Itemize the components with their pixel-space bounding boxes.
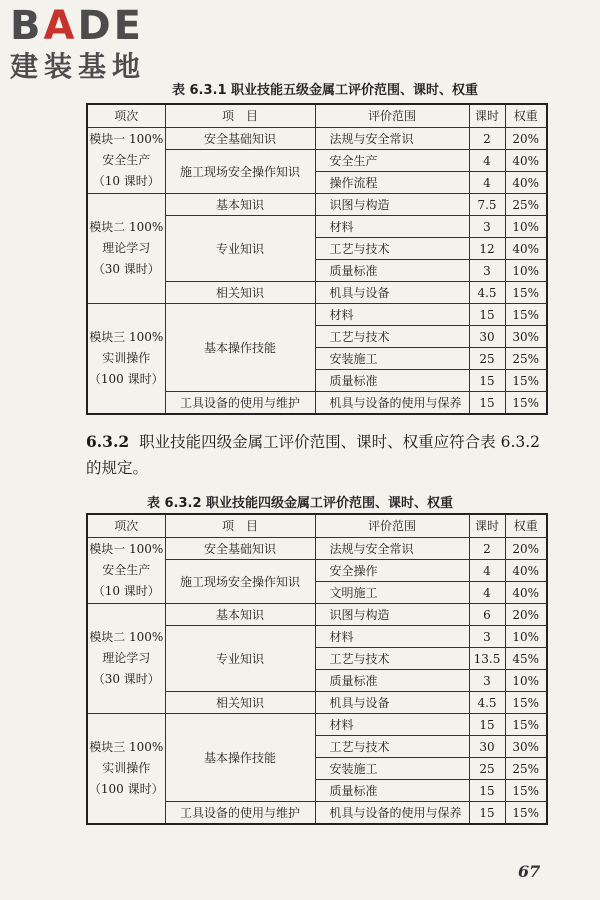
- weight-cell: 40%: [505, 238, 547, 260]
- table-header-row: [87, 514, 547, 538]
- table-header-row: [87, 104, 547, 128]
- item-cell: 基本操作技能: [165, 304, 315, 392]
- hours-cell: 25: [469, 758, 505, 780]
- scope-cell: 机具与设备的使用与保养: [315, 392, 469, 415]
- scope-cell: 操作流程: [315, 172, 469, 194]
- item-cell: 相关知识: [165, 282, 315, 304]
- scope-cell: 工艺与技术: [315, 238, 469, 260]
- scope-cell: 机具与设备的使用与保养: [315, 802, 469, 825]
- weight-cell: 30%: [505, 326, 547, 348]
- hours-cell: 15: [469, 392, 505, 415]
- scope-cell: 材料: [315, 626, 469, 648]
- hours-cell: 3: [469, 626, 505, 648]
- item-cell: 工具设备的使用与维护: [165, 392, 315, 415]
- item-cell: 基本操作技能: [165, 714, 315, 802]
- hours-cell: 4.5: [469, 282, 505, 304]
- item-cell: 相关知识: [165, 692, 315, 714]
- weight-cell: 20%: [505, 128, 547, 150]
- hours-cell: 4: [469, 150, 505, 172]
- header-cell: 权重: [505, 104, 547, 128]
- scope-cell: 材料: [315, 714, 469, 736]
- hours-cell: 30: [469, 326, 505, 348]
- table-row: [87, 128, 547, 150]
- hours-cell: 4: [469, 560, 505, 582]
- scope-cell: 机具与设备: [315, 282, 469, 304]
- scope-cell: 识图与构造: [315, 604, 469, 626]
- weight-cell: 20%: [505, 604, 547, 626]
- hours-cell: 4: [469, 582, 505, 604]
- hours-cell: 15: [469, 780, 505, 802]
- weight-cell: 40%: [505, 560, 547, 582]
- hours-cell: 3: [469, 670, 505, 692]
- section-number: 6.3.2: [86, 432, 130, 451]
- item-cell: 安全基础知识: [165, 128, 315, 150]
- hours-cell: 15: [469, 304, 505, 326]
- weight-cell: 40%: [505, 150, 547, 172]
- hours-cell: 4: [469, 172, 505, 194]
- table-caption: 表 6.3.1 职业技能五级金属工评价范围、课时、权重: [171, 83, 479, 98]
- item-cell: 安全基础知识: [165, 538, 315, 560]
- item-cell: 工具设备的使用与维护: [165, 802, 315, 825]
- scope-cell: 法规与安全常识: [315, 538, 469, 560]
- weight-cell: 25%: [505, 758, 547, 780]
- header-cell: 评价范围: [315, 104, 469, 128]
- module-cell: 模块二 100% 理论学习 （30 课时）: [87, 194, 165, 304]
- header-cell: 项 目: [165, 104, 315, 128]
- table-caption: 表 6.3.2 职业技能四级金属工评价范围、课时、权重: [146, 496, 454, 511]
- scope-cell: 安装施工: [315, 348, 469, 370]
- paragraph-text: 职业技能四级金属工评价范围、课时、权重应符合表 6.3.2 的规定。: [86, 433, 541, 477]
- scope-cell: 质量标准: [315, 780, 469, 802]
- weight-cell: 15%: [505, 304, 547, 326]
- scope-cell: 机具与设备: [315, 692, 469, 714]
- hours-cell: 3: [469, 260, 505, 282]
- hours-cell: 6: [469, 604, 505, 626]
- hours-cell: 7.5: [469, 194, 505, 216]
- weight-cell: 15%: [505, 802, 547, 825]
- weight-cell: 40%: [505, 582, 547, 604]
- scope-cell: 质量标准: [315, 370, 469, 392]
- scope-cell: 文明施工: [315, 582, 469, 604]
- hours-cell: 4.5: [469, 692, 505, 714]
- item-cell: 基本知识: [165, 604, 315, 626]
- hours-cell: 2: [469, 538, 505, 560]
- weight-cell: 15%: [505, 392, 547, 415]
- weight-cell: 10%: [505, 626, 547, 648]
- weight-cell: 40%: [505, 172, 547, 194]
- logo-subtitle: 建装基地: [10, 50, 147, 83]
- scope-cell: 质量标准: [315, 670, 469, 692]
- weight-cell: 20%: [505, 538, 547, 560]
- module-cell: 模块一 100% 安全生产 （10 课时）: [87, 538, 165, 604]
- weight-cell: 15%: [505, 780, 547, 802]
- weight-cell: 15%: [505, 370, 547, 392]
- module-cell: 模块二 100% 理论学习 （30 课时）: [87, 604, 165, 714]
- module-cell: 模块一 100% 安全生产 （10 课时）: [87, 128, 165, 194]
- bade-logo: [10, 4, 146, 84]
- weight-cell: 10%: [505, 670, 547, 692]
- hours-cell: 2: [469, 128, 505, 150]
- header-cell: 项 目: [165, 514, 315, 538]
- hours-cell: 25: [469, 348, 505, 370]
- weight-cell: 10%: [505, 216, 547, 238]
- scope-cell: 工艺与技术: [315, 736, 469, 758]
- table-row: [87, 194, 547, 216]
- table-row: [87, 304, 547, 326]
- header-cell: 权重: [505, 514, 547, 538]
- section-paragraph: [86, 429, 548, 481]
- weight-cell: 15%: [505, 692, 547, 714]
- table-row: [87, 538, 547, 560]
- module-cell: 模块三 100% 实训操作 （100 课时）: [87, 304, 165, 415]
- header-cell: 课时: [469, 104, 505, 128]
- weight-cell: 15%: [505, 282, 547, 304]
- scope-cell: 材料: [315, 304, 469, 326]
- weight-cell: 45%: [505, 648, 547, 670]
- item-cell: 专业知识: [165, 216, 315, 282]
- scope-cell: 法规与安全常识: [315, 128, 469, 150]
- header-cell: 项次: [87, 104, 165, 128]
- weight-cell: 10%: [505, 260, 547, 282]
- logo-wordmark: BADE: [10, 3, 144, 49]
- weight-cell: 15%: [505, 714, 547, 736]
- page-number: 67: [518, 862, 541, 881]
- module-cell: 模块三 100% 实训操作 （100 课时）: [87, 714, 165, 825]
- scope-cell: 安全操作: [315, 560, 469, 582]
- item-cell: 基本知识: [165, 194, 315, 216]
- evaluation-table-level5: [86, 103, 548, 415]
- hours-cell: 30: [469, 736, 505, 758]
- evaluation-table-level4: [86, 513, 548, 825]
- hours-cell: 12: [469, 238, 505, 260]
- header-cell: 项次: [87, 514, 165, 538]
- hours-cell: 15: [469, 802, 505, 825]
- weight-cell: 25%: [505, 348, 547, 370]
- scope-cell: 工艺与技术: [315, 326, 469, 348]
- hours-cell: 15: [469, 370, 505, 392]
- weight-cell: 30%: [505, 736, 547, 758]
- hours-cell: 3: [469, 216, 505, 238]
- hours-cell: 13.5: [469, 648, 505, 670]
- scope-cell: 质量标准: [315, 260, 469, 282]
- item-cell: 专业知识: [165, 626, 315, 692]
- scope-cell: 材料: [315, 216, 469, 238]
- item-cell: 施工现场安全操作知识: [165, 560, 315, 604]
- weight-cell: 25%: [505, 194, 547, 216]
- table-row: [87, 604, 547, 626]
- hours-cell: 15: [469, 714, 505, 736]
- scope-cell: 识图与构造: [315, 194, 469, 216]
- scope-cell: 工艺与技术: [315, 648, 469, 670]
- table-row: [87, 714, 547, 736]
- item-cell: 施工现场安全操作知识: [165, 150, 315, 194]
- scope-cell: 安装施工: [315, 758, 469, 780]
- scope-cell: 安全生产: [315, 150, 469, 172]
- header-cell: 课时: [469, 514, 505, 538]
- header-cell: 评价范围: [315, 514, 469, 538]
